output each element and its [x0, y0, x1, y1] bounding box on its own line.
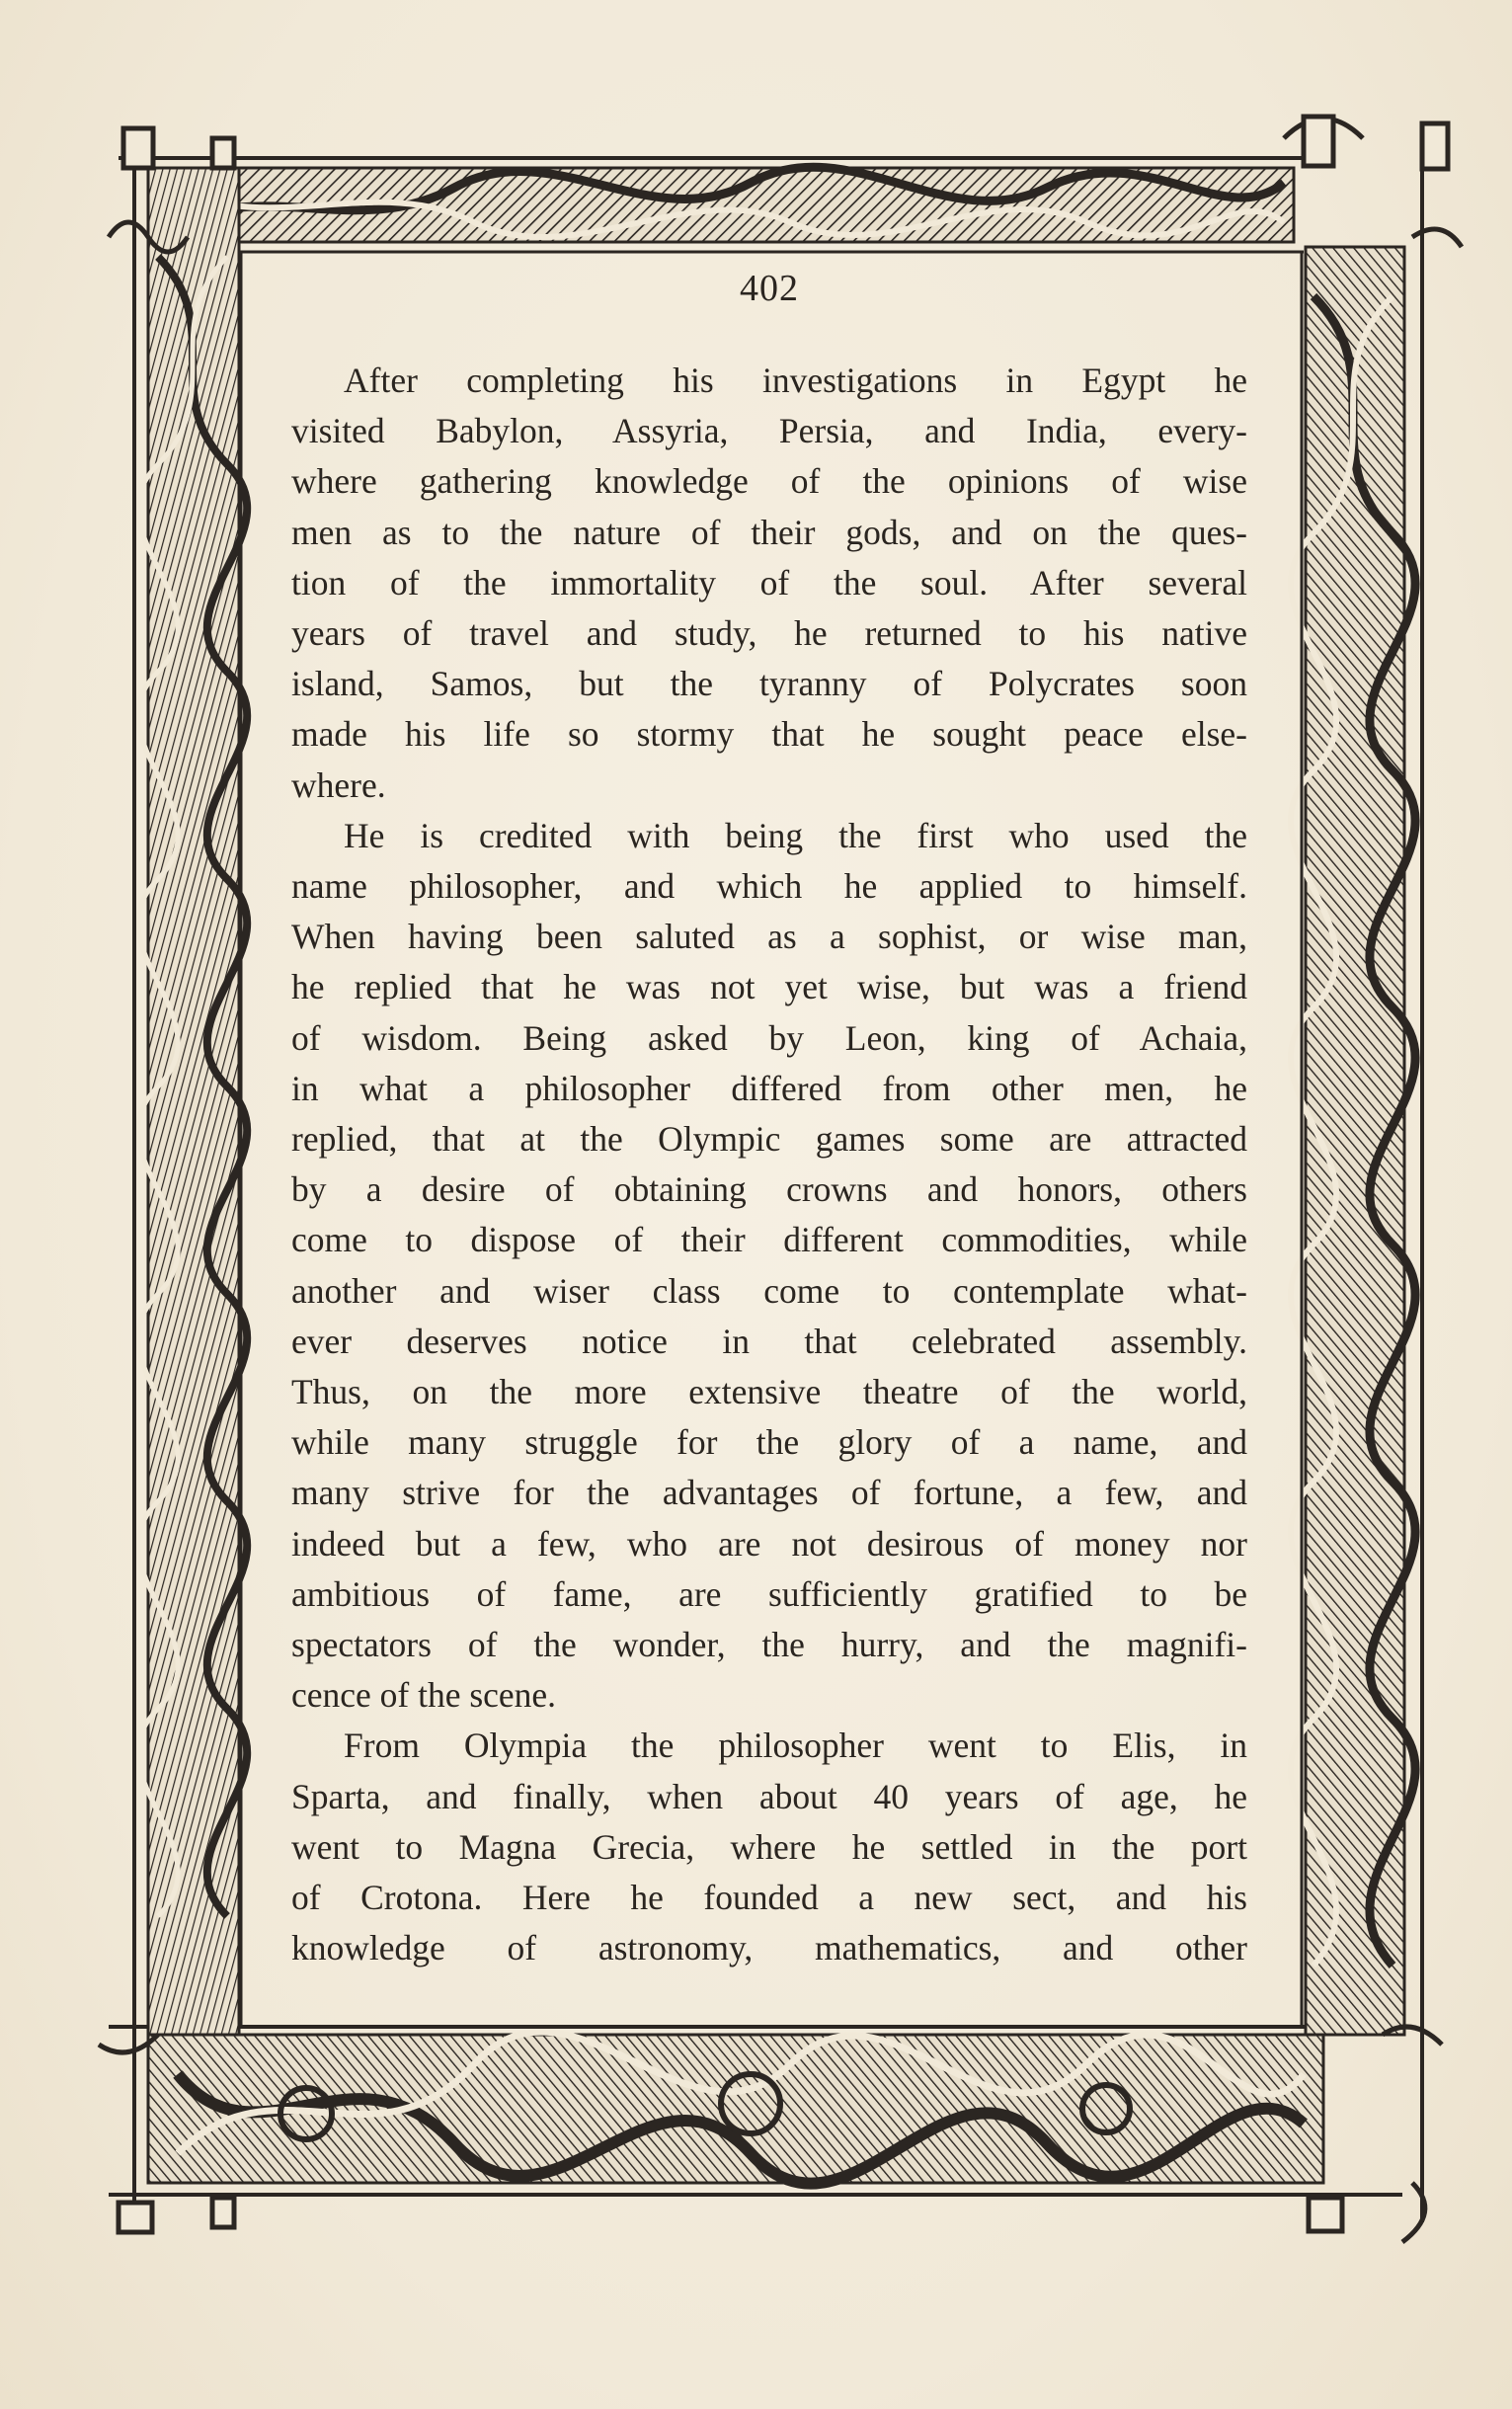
top-border-band [119, 158, 1313, 252]
text-line: visited Babylon, Assyria, Persia, and India, every- [291, 411, 1247, 451]
text-line: ambitious of fame, are sufficiently gratified to be [291, 1573, 1247, 1614]
text-line: men as to the nature of their gods, and on the ques- [291, 512, 1247, 552]
body-text [291, 356, 1247, 1974]
text-line: name philosopher, and which he applied to himself. [291, 866, 1247, 907]
text-line: When having been saluted as a sophist, or wise man, [291, 917, 1247, 957]
text-line: many strive for the advantages of fortune, a few, and [291, 1473, 1247, 1513]
text-line: by a desire of obtaining crowns and honors, others [291, 1169, 1247, 1210]
text-line: knowledge of astronomy, mathematics, and other [291, 1928, 1247, 1968]
left-border-band [134, 138, 247, 2212]
text-block [291, 247, 1247, 1985]
right-border-band [1291, 128, 1422, 2222]
text-line: tion of the immortality of the soul. After several [291, 562, 1247, 602]
text-line: come to dispose of their different commodities, while [291, 1220, 1247, 1260]
text-line: indeed but a few, who are not desirous of money nor [291, 1523, 1247, 1564]
text-line: while many struggle for the glory of a name, and [291, 1422, 1247, 1463]
text-line: Sparta, and finally, when about 40 years of age, he [291, 1776, 1247, 1816]
text-line: he replied that he was not yet wise, but was a friend [291, 967, 1247, 1007]
text-line: another and wiser class come to contemplate what- [291, 1270, 1247, 1311]
text-line: where. [291, 764, 386, 805]
text-line: spectators of the wonder, the hurry, and the magnifi- [291, 1625, 1247, 1665]
text-line: ever deserves notice in that celebrated assembly. [291, 1321, 1247, 1361]
bottom-border-band [109, 2027, 1402, 2195]
text-line: replied, that at the Olympic games some are attracted [291, 1119, 1247, 1160]
text-line: made his life so stormy that he sought peace else- [291, 714, 1247, 755]
text-line: years of travel and study, he returned to his native [291, 613, 1247, 654]
text-line: cence of the scene. [291, 1675, 557, 1716]
text-line: Thus, on the more extensive theatre of the world, [291, 1372, 1247, 1412]
page-number: 402 [740, 268, 799, 309]
text-line: From Olympia the philosopher went to Elis, in [344, 1726, 1247, 1766]
text-line: of Crotona. Here he founded a new sect, and his [291, 1878, 1247, 1918]
text-line: He is credited with being the first who used the [344, 815, 1247, 855]
text-line: went to Magna Grecia, where he settled in the port [291, 1826, 1247, 1867]
text-line: of wisdom. Being asked by Leon, king of Achaia, [291, 1017, 1247, 1058]
text-line: island, Samos, but the tyranny of Polycrates soon [291, 664, 1247, 704]
text-line: in what a philosopher differed from other men, he [291, 1068, 1247, 1108]
text-line: where gathering knowledge of the opinions of wise [291, 461, 1247, 502]
text-line: After completing his investigations in Egypt he [344, 361, 1247, 400]
